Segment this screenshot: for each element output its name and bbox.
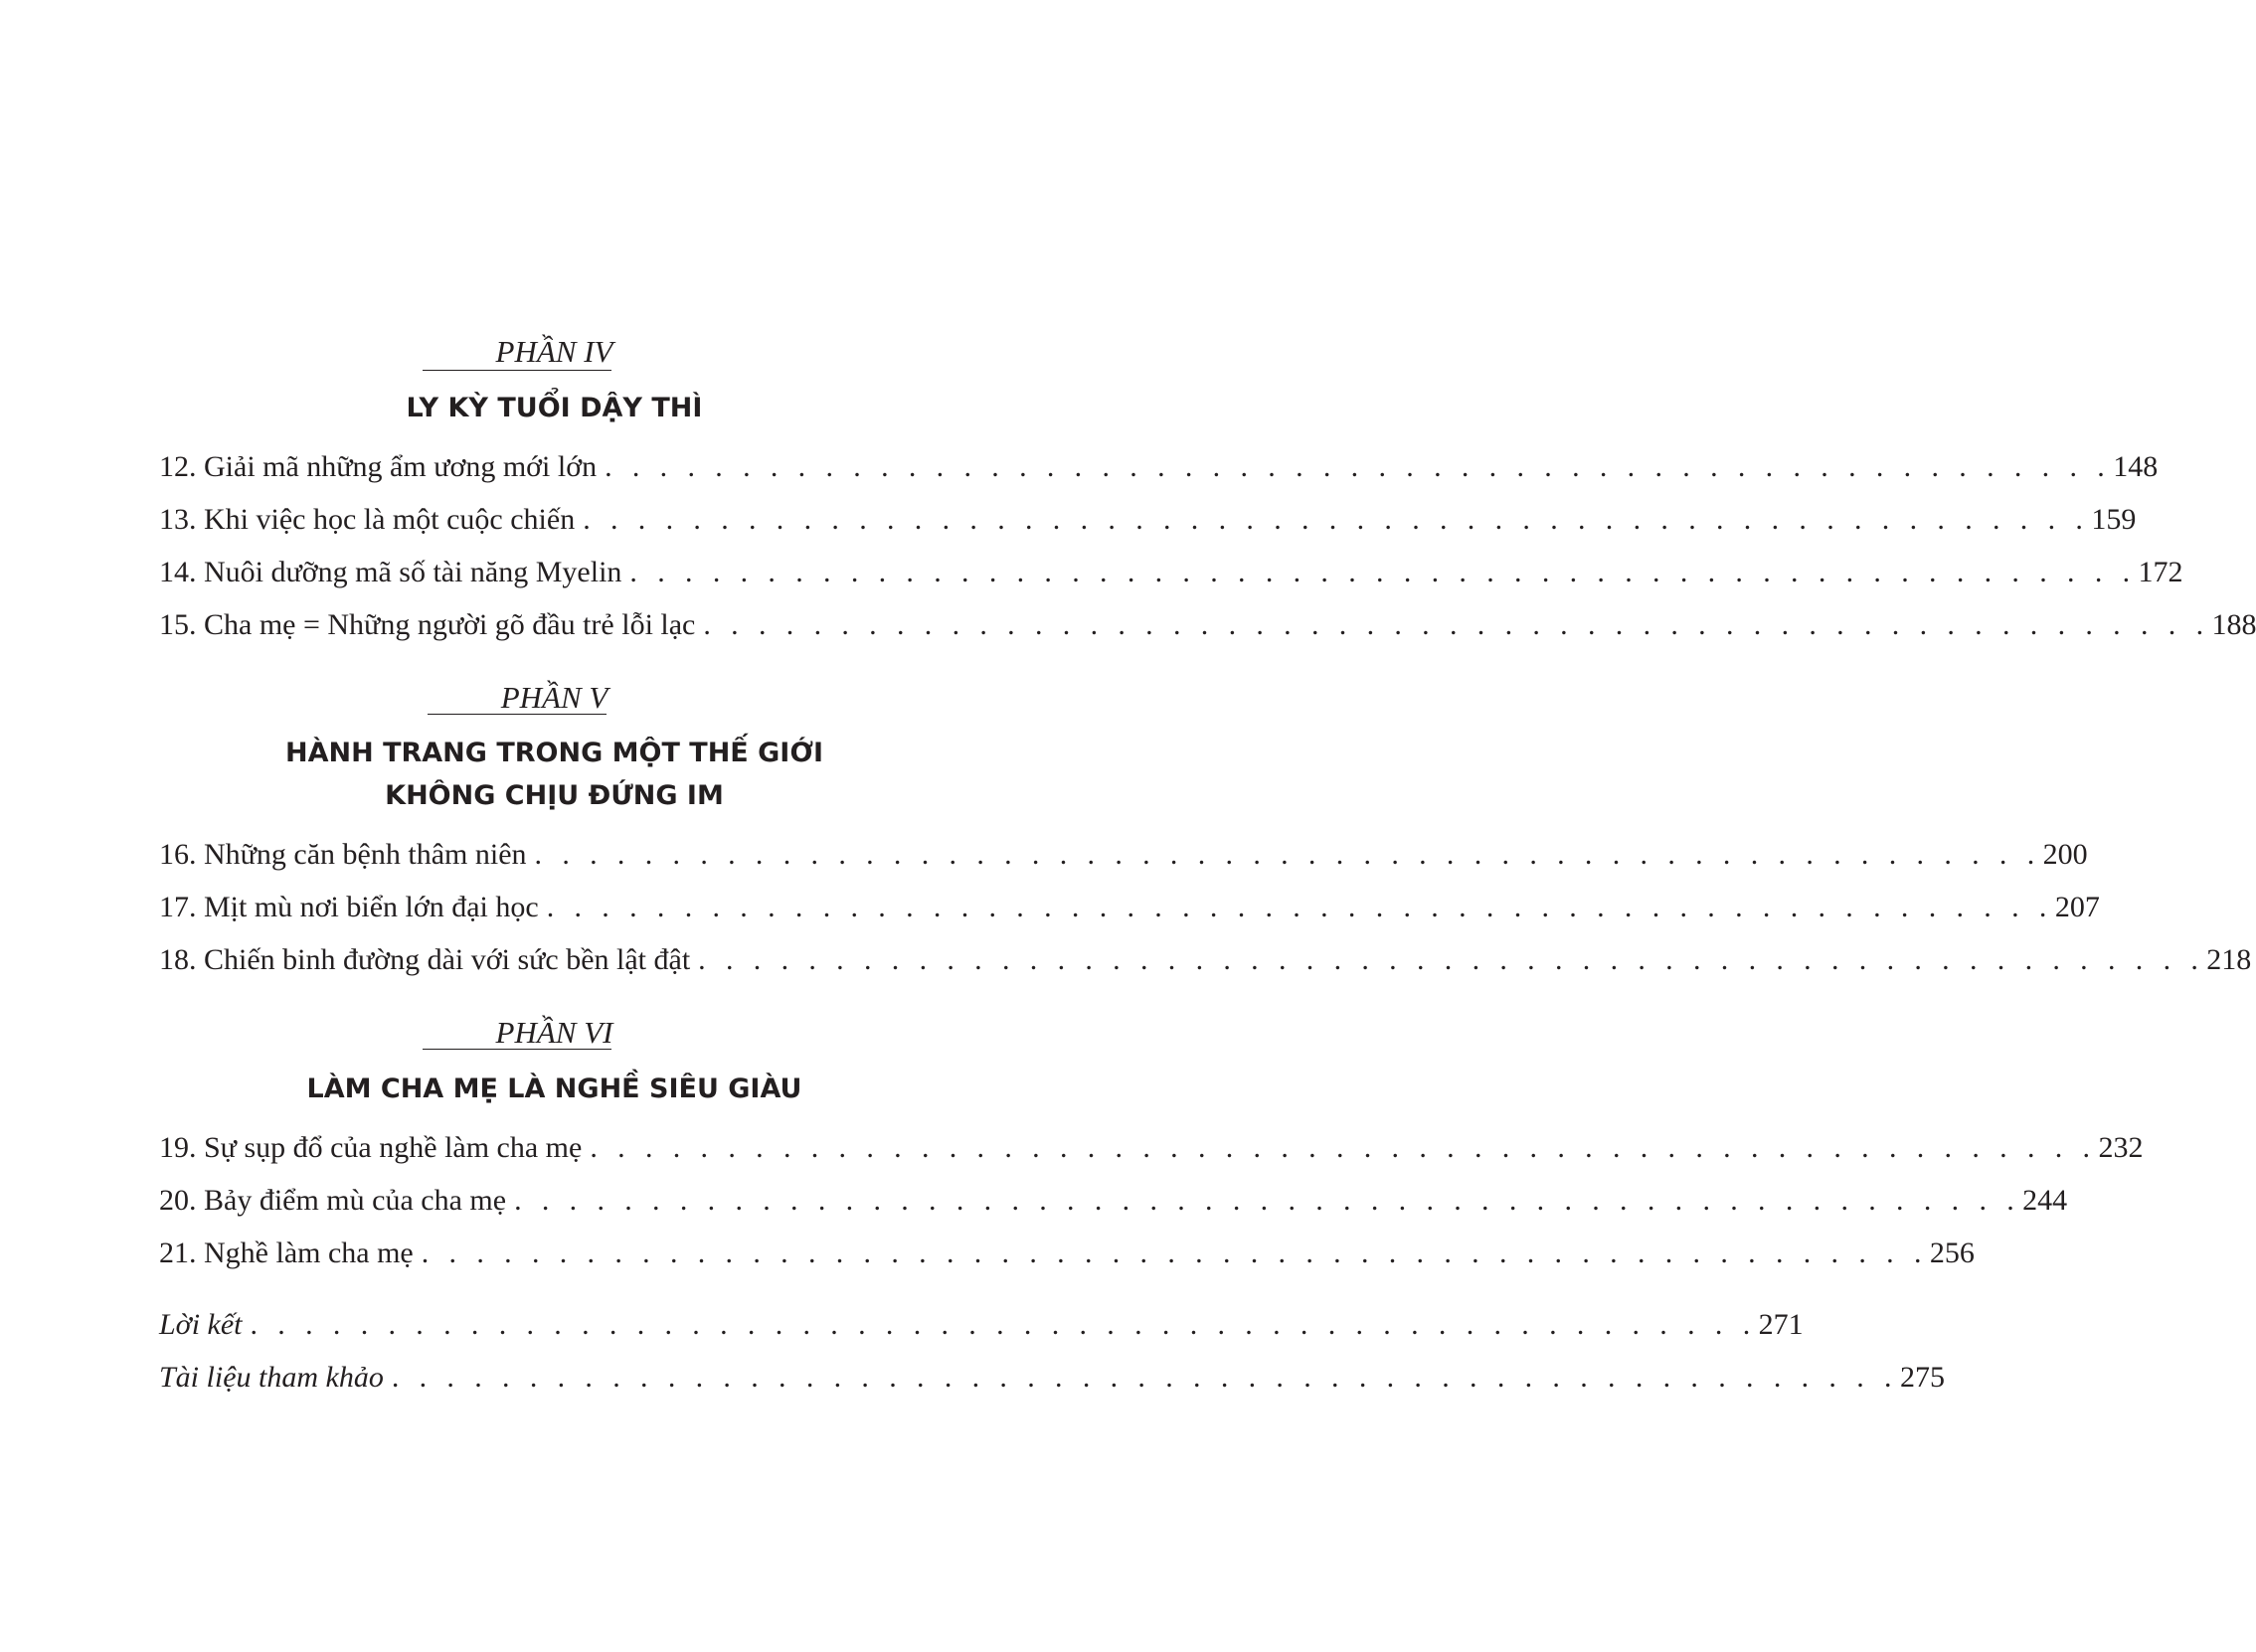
toc-entry-title: Tài liệu tham khảo <box>159 1361 384 1394</box>
toc-entry-15[interactable] <box>159 605 2256 645</box>
toc-entry-14[interactable] <box>159 553 2183 592</box>
toc-page-number: 275 <box>1899 1361 1945 1394</box>
toc-leader: . . . . . . . . . . . . . . . . . . . . . . . . . . . . . . . . . . . . . . . . . . . . . . . . . . . . . . . <box>605 450 2112 483</box>
part-title-iv: LY KỲ TUỔI DẬY THÌ <box>406 393 703 423</box>
part-title-v-line-2: KHÔNG CHỊU ĐỨNG IM <box>385 780 724 811</box>
part-title-v-line-1: HÀNH TRANG TRONG MỘT THẾ GIỚI <box>284 738 823 768</box>
toc-page-number: 218 <box>2206 943 2252 976</box>
toc-entry-title: 17. Mịt mù nơi biển lớn đại học <box>159 891 539 923</box>
toc-entry-title: 14. Nuôi dưỡng mã số tài năng Myelin <box>159 556 622 588</box>
toc-entry-title: 16. Những căn bệnh thâm niên <box>159 838 527 871</box>
toc-entry-title: 13. Khi việc học là một cuộc chiến <box>159 503 576 536</box>
toc-page-number: 271 <box>1758 1308 1804 1341</box>
toc-entry-title: 20. Bảy điểm mù của cha mẹ <box>159 1184 507 1217</box>
toc-page-number: 244 <box>2022 1184 2068 1217</box>
toc-page-number: 172 <box>2138 556 2183 588</box>
toc-entry-16[interactable] <box>159 835 2088 875</box>
toc-page-number: 207 <box>2054 891 2100 923</box>
toc-entry-21[interactable] <box>159 1234 1975 1273</box>
part-rule-vi <box>423 1049 611 1050</box>
toc-entry-20[interactable] <box>159 1181 2068 1221</box>
toc-entry-afterword[interactable] <box>159 1305 1804 1345</box>
toc-leader: . . . . . . . . . . . . . . . . . . . . . . . . . . . . . . . . . . . . . . . . . . . . . . . . . . . . . . . <box>583 503 2090 536</box>
toc-entry-title: 21. Nghề làm cha mẹ <box>159 1237 414 1269</box>
toc-leader: . . . . . . . . . . . . . . . . . . . . . . . . . . . . . . . . . . . . . . . . . . . . . . . . . . . . . . . <box>250 1308 1757 1341</box>
toc-entry-title: 15. Cha mẹ = Những người gõ đầu trẻ lỗi lạc <box>159 608 696 641</box>
toc-page-number: 159 <box>2091 503 2137 536</box>
toc-leader: . . . . . . . . . . . . . . . . . . . . . . . . . . . . . . . . . . . . . . . . . . . . . . . . . . . . . . . <box>514 1184 2021 1217</box>
part-title-vi: LÀM CHA MẸ LÀ NGHỀ SIÊU GIÀU <box>306 1074 802 1104</box>
toc-leader: . . . . . . . . . . . . . . . . . . . . . . . . . . . . . . . . . . . . . . . . . . . . . . . . . . . . . . . <box>534 838 2041 871</box>
toc-page-number: 232 <box>2098 1131 2144 1164</box>
toc-entry-17[interactable] <box>159 888 2100 927</box>
toc-entry-title: 12. Giải mã những ẩm ương mới lớn <box>159 450 598 483</box>
toc-entry-title: Lời kết <box>159 1308 243 1341</box>
toc-page-number: 188 <box>2211 608 2256 641</box>
toc-leader: . . . . . . . . . . . . . . . . . . . . . . . . . . . . . . . . . . . . . . . . . . . . . . . . . . . . . . . <box>703 608 2210 641</box>
toc-entry-19[interactable] <box>159 1128 2144 1168</box>
part-rule-iv <box>423 370 611 371</box>
toc-page-number: 256 <box>1929 1237 1975 1269</box>
toc-entry-title: 18. Chiến binh đường dài với sức bền lật đật <box>159 943 691 976</box>
toc-leader: . . . . . . . . . . . . . . . . . . . . . . . . . . . . . . . . . . . . . . . . . . . . . . . . . . . . . . . <box>590 1131 2097 1164</box>
toc-entry-13[interactable] <box>159 500 2137 540</box>
toc-entry-title: 19. Sự sụp đổ của nghề làm cha mẹ <box>159 1131 583 1164</box>
toc-page-number: 148 <box>2113 450 2159 483</box>
toc-entry-18[interactable] <box>159 940 2252 980</box>
part-label-v: PHẦN V <box>500 680 608 715</box>
toc-leader: . . . . . . . . . . . . . . . . . . . . . . . . . . . . . . . . . . . . . . . . . . . . . . . . . . . . . . . <box>546 891 2053 923</box>
toc-leader: . . . . . . . . . . . . . . . . . . . . . . . . . . . . . . . . . . . . . . . . . . . . . . . . . . . . . . . <box>391 1361 1898 1394</box>
toc-entry-12[interactable] <box>159 447 2159 487</box>
toc-leader: . . . . . . . . . . . . . . . . . . . . . . . . . . . . . . . . . . . . . . . . . . . . . . . . . . . . . . . <box>421 1237 1928 1269</box>
toc-entry-references[interactable] <box>159 1358 1945 1398</box>
toc-leader: . . . . . . . . . . . . . . . . . . . . . . . . . . . . . . . . . . . . . . . . . . . . . . . . . . . . . . . <box>629 556 2137 588</box>
toc-page-number: 200 <box>2042 838 2088 871</box>
toc-leader: . . . . . . . . . . . . . . . . . . . . . . . . . . . . . . . . . . . . . . . . . . . . . . . . . . . . . . . <box>698 943 2205 976</box>
part-label-vi: PHẦN VI <box>495 1015 613 1050</box>
part-label-iv: PHẦN IV <box>495 334 613 369</box>
part-rule-v <box>428 714 607 715</box>
